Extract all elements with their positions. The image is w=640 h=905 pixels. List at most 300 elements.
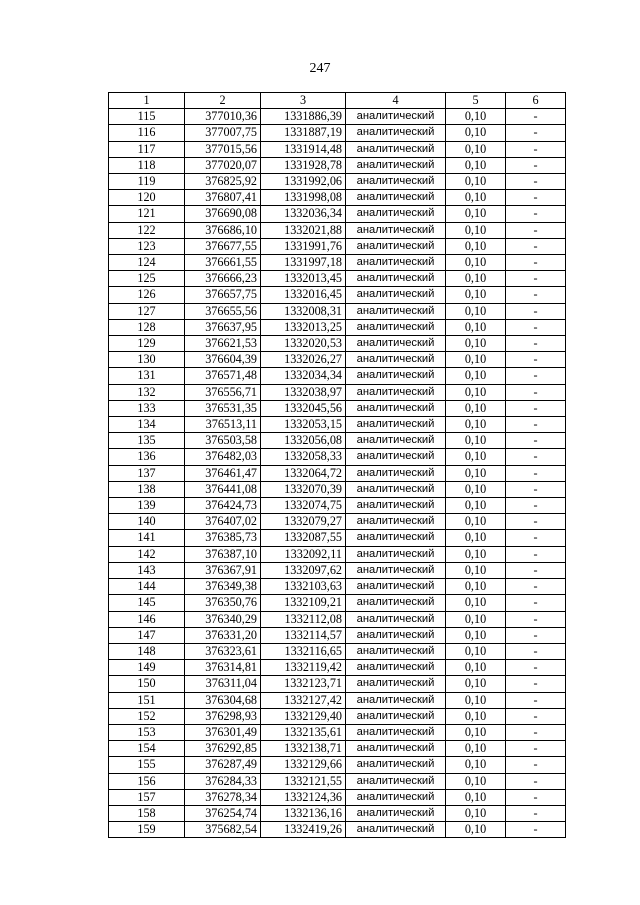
method-cell: аналитический (346, 643, 446, 659)
accuracy-cell: 0,10 (446, 352, 506, 368)
table-row (109, 773, 566, 789)
point-number-cell: 159 (109, 822, 185, 838)
extra-cell: - (506, 384, 566, 400)
point-number-cell: 116 (109, 125, 185, 141)
y-coordinate-cell: 1332079,27 (261, 514, 346, 530)
point-number-cell: 140 (109, 514, 185, 530)
y-coordinate-cell: 1331998,08 (261, 190, 346, 206)
accuracy-cell: 0,10 (446, 255, 506, 271)
table-row (109, 287, 566, 303)
extra-cell: - (506, 174, 566, 190)
y-coordinate-cell: 1331991,76 (261, 238, 346, 254)
table-row (109, 109, 566, 125)
y-coordinate-cell: 1332034,34 (261, 368, 346, 384)
point-number-cell: 155 (109, 757, 185, 773)
table-row (109, 433, 566, 449)
x-coordinate-cell: 377015,56 (185, 141, 261, 157)
extra-cell: - (506, 530, 566, 546)
x-coordinate-cell: 376304,68 (185, 692, 261, 708)
column-header: 3 (261, 93, 346, 109)
x-coordinate-cell: 376331,20 (185, 627, 261, 643)
y-coordinate-cell: 1332124,36 (261, 789, 346, 805)
accuracy-cell: 0,10 (446, 336, 506, 352)
accuracy-cell: 0,10 (446, 125, 506, 141)
table-row (109, 546, 566, 562)
y-coordinate-cell: 1332129,66 (261, 757, 346, 773)
point-number-cell: 145 (109, 595, 185, 611)
column-header: 2 (185, 93, 261, 109)
x-coordinate-cell: 377020,07 (185, 157, 261, 173)
accuracy-cell: 0,10 (446, 546, 506, 562)
page-number: 247 (309, 61, 331, 76)
method-cell: аналитический (346, 465, 446, 481)
table-row (109, 384, 566, 400)
accuracy-cell: 0,10 (446, 400, 506, 416)
point-number-cell: 156 (109, 773, 185, 789)
extra-cell: - (506, 352, 566, 368)
table-row (109, 741, 566, 757)
point-number-cell: 117 (109, 141, 185, 157)
method-cell: аналитический (346, 433, 446, 449)
table-row (109, 222, 566, 238)
method-cell: аналитический (346, 417, 446, 433)
method-cell: аналитический (346, 676, 446, 692)
y-coordinate-cell: 1332064,72 (261, 465, 346, 481)
extra-cell: - (506, 595, 566, 611)
extra-cell: - (506, 109, 566, 125)
table-row (109, 368, 566, 384)
point-number-cell: 153 (109, 724, 185, 740)
y-coordinate-cell: 1332058,33 (261, 449, 346, 465)
extra-cell: - (506, 465, 566, 481)
method-cell: аналитический (346, 757, 446, 773)
table-row (109, 157, 566, 173)
y-coordinate-cell: 1332138,71 (261, 741, 346, 757)
extra-cell: - (506, 514, 566, 530)
accuracy-cell: 0,10 (446, 789, 506, 805)
method-cell: аналитический (346, 805, 446, 821)
extra-cell: - (506, 789, 566, 805)
x-coordinate-cell: 376461,47 (185, 465, 261, 481)
method-cell: аналитический (346, 660, 446, 676)
accuracy-cell: 0,10 (446, 530, 506, 546)
accuracy-cell: 0,10 (446, 773, 506, 789)
method-cell: аналитический (346, 222, 446, 238)
accuracy-cell: 0,10 (446, 384, 506, 400)
y-coordinate-cell: 1331928,78 (261, 157, 346, 173)
point-number-cell: 121 (109, 206, 185, 222)
accuracy-cell: 0,10 (446, 562, 506, 578)
accuracy-cell: 0,10 (446, 498, 506, 514)
method-cell: аналитический (346, 498, 446, 514)
point-number-cell: 133 (109, 400, 185, 416)
table-row (109, 676, 566, 692)
x-coordinate-cell: 376482,03 (185, 449, 261, 465)
header-row (109, 93, 566, 109)
column-header: 6 (506, 93, 566, 109)
accuracy-cell: 0,10 (446, 109, 506, 125)
method-cell: аналитический (346, 822, 446, 838)
accuracy-cell: 0,10 (446, 481, 506, 497)
method-cell: аналитический (346, 352, 446, 368)
accuracy-cell: 0,10 (446, 449, 506, 465)
method-cell: аналитический (346, 400, 446, 416)
accuracy-cell: 0,10 (446, 465, 506, 481)
extra-cell: - (506, 708, 566, 724)
table-row (109, 141, 566, 157)
extra-cell: - (506, 206, 566, 222)
method-cell: аналитический (346, 303, 446, 319)
accuracy-cell: 0,10 (446, 708, 506, 724)
x-coordinate-cell: 376298,93 (185, 708, 261, 724)
accuracy-cell: 0,10 (446, 741, 506, 757)
y-coordinate-cell: 1332053,15 (261, 417, 346, 433)
y-coordinate-cell: 1332103,63 (261, 579, 346, 595)
y-coordinate-cell: 1332136,16 (261, 805, 346, 821)
y-coordinate-cell: 1331886,39 (261, 109, 346, 125)
extra-cell: - (506, 546, 566, 562)
accuracy-cell: 0,10 (446, 611, 506, 627)
extra-cell: - (506, 222, 566, 238)
point-number-cell: 150 (109, 676, 185, 692)
point-number-cell: 128 (109, 319, 185, 335)
accuracy-cell: 0,10 (446, 174, 506, 190)
table-row (109, 417, 566, 433)
extra-cell: - (506, 125, 566, 141)
accuracy-cell: 0,10 (446, 724, 506, 740)
table-row (109, 481, 566, 497)
method-cell: аналитический (346, 141, 446, 157)
accuracy-cell: 0,10 (446, 627, 506, 643)
table-header (109, 93, 566, 109)
point-number-cell: 143 (109, 562, 185, 578)
x-coordinate-cell: 376350,76 (185, 595, 261, 611)
table-row (109, 465, 566, 481)
y-coordinate-cell: 1331992,06 (261, 174, 346, 190)
method-cell: аналитический (346, 692, 446, 708)
accuracy-cell: 0,10 (446, 433, 506, 449)
extra-cell: - (506, 238, 566, 254)
point-number-cell: 157 (109, 789, 185, 805)
y-coordinate-cell: 1332116,65 (261, 643, 346, 659)
y-coordinate-cell: 1332045,56 (261, 400, 346, 416)
extra-cell: - (506, 255, 566, 271)
x-coordinate-cell: 376657,75 (185, 287, 261, 303)
table-row (109, 611, 566, 627)
y-coordinate-cell: 1331997,18 (261, 255, 346, 271)
point-number-cell: 124 (109, 255, 185, 271)
point-number-cell: 139 (109, 498, 185, 514)
point-number-cell: 148 (109, 643, 185, 659)
extra-cell: - (506, 190, 566, 206)
x-coordinate-cell: 376387,10 (185, 546, 261, 562)
method-cell: аналитический (346, 384, 446, 400)
accuracy-cell: 0,10 (446, 222, 506, 238)
x-coordinate-cell: 376287,49 (185, 757, 261, 773)
table-row (109, 255, 566, 271)
accuracy-cell: 0,10 (446, 319, 506, 335)
extra-cell: - (506, 141, 566, 157)
extra-cell: - (506, 336, 566, 352)
x-coordinate-cell: 376531,35 (185, 400, 261, 416)
y-coordinate-cell: 1332121,55 (261, 773, 346, 789)
y-coordinate-cell: 1332123,71 (261, 676, 346, 692)
method-cell: аналитический (346, 190, 446, 206)
point-number-cell: 152 (109, 708, 185, 724)
point-number-cell: 142 (109, 546, 185, 562)
point-number-cell: 146 (109, 611, 185, 627)
table-body (109, 109, 566, 838)
point-number-cell: 144 (109, 579, 185, 595)
method-cell: аналитический (346, 595, 446, 611)
method-cell: аналитический (346, 611, 446, 627)
method-cell: аналитический (346, 238, 446, 254)
table-row (109, 449, 566, 465)
table-row (109, 190, 566, 206)
extra-cell: - (506, 579, 566, 595)
x-coordinate-cell: 376441,08 (185, 481, 261, 497)
table-row (109, 174, 566, 190)
x-coordinate-cell: 376513,11 (185, 417, 261, 433)
method-cell: аналитический (346, 109, 446, 125)
y-coordinate-cell: 1332038,97 (261, 384, 346, 400)
extra-cell: - (506, 368, 566, 384)
y-coordinate-cell: 1332114,57 (261, 627, 346, 643)
extra-cell: - (506, 449, 566, 465)
accuracy-cell: 0,10 (446, 676, 506, 692)
y-coordinate-cell: 1332087,55 (261, 530, 346, 546)
x-coordinate-cell: 376340,29 (185, 611, 261, 627)
extra-cell: - (506, 157, 566, 173)
extra-cell: - (506, 400, 566, 416)
method-cell: аналитический (346, 514, 446, 530)
coordinates-table (108, 92, 566, 838)
table-row (109, 805, 566, 821)
column-header: 5 (446, 93, 506, 109)
method-cell: аналитический (346, 125, 446, 141)
method-cell: аналитический (346, 255, 446, 271)
extra-cell: - (506, 660, 566, 676)
method-cell: аналитический (346, 579, 446, 595)
extra-cell: - (506, 611, 566, 627)
table-row (109, 498, 566, 514)
method-cell: аналитический (346, 562, 446, 578)
y-coordinate-cell: 1332135,61 (261, 724, 346, 740)
x-coordinate-cell: 375682,54 (185, 822, 261, 838)
accuracy-cell: 0,10 (446, 643, 506, 659)
extra-cell: - (506, 303, 566, 319)
point-number-cell: 141 (109, 530, 185, 546)
y-coordinate-cell: 1332016,45 (261, 287, 346, 303)
method-cell: аналитический (346, 287, 446, 303)
y-coordinate-cell: 1332020,53 (261, 336, 346, 352)
point-number-cell: 126 (109, 287, 185, 303)
x-coordinate-cell: 376254,74 (185, 805, 261, 821)
method-cell: аналитический (346, 449, 446, 465)
table-row (109, 579, 566, 595)
method-cell: аналитический (346, 206, 446, 222)
x-coordinate-cell: 377007,75 (185, 125, 261, 141)
method-cell: аналитический (346, 319, 446, 335)
table-row (109, 724, 566, 740)
extra-cell: - (506, 417, 566, 433)
y-coordinate-cell: 1332097,62 (261, 562, 346, 578)
y-coordinate-cell: 1331887,19 (261, 125, 346, 141)
point-number-cell: 154 (109, 741, 185, 757)
x-coordinate-cell: 376424,73 (185, 498, 261, 514)
y-coordinate-cell: 1332036,34 (261, 206, 346, 222)
y-coordinate-cell: 1332008,31 (261, 303, 346, 319)
method-cell: аналитический (346, 724, 446, 740)
y-coordinate-cell: 1332127,42 (261, 692, 346, 708)
accuracy-cell: 0,10 (446, 287, 506, 303)
extra-cell: - (506, 676, 566, 692)
x-coordinate-cell: 376503,58 (185, 433, 261, 449)
point-number-cell: 134 (109, 417, 185, 433)
y-coordinate-cell: 1332013,45 (261, 271, 346, 287)
extra-cell: - (506, 757, 566, 773)
method-cell: аналитический (346, 157, 446, 173)
accuracy-cell: 0,10 (446, 141, 506, 157)
method-cell: аналитический (346, 530, 446, 546)
x-coordinate-cell: 376556,71 (185, 384, 261, 400)
table-row (109, 708, 566, 724)
point-number-cell: 132 (109, 384, 185, 400)
x-coordinate-cell: 376637,95 (185, 319, 261, 335)
point-number-cell: 118 (109, 157, 185, 173)
x-coordinate-cell: 376655,56 (185, 303, 261, 319)
accuracy-cell: 0,10 (446, 579, 506, 595)
x-coordinate-cell: 376807,41 (185, 190, 261, 206)
table-row (109, 822, 566, 838)
x-coordinate-cell: 376690,08 (185, 206, 261, 222)
accuracy-cell: 0,10 (446, 238, 506, 254)
x-coordinate-cell: 376278,34 (185, 789, 261, 805)
method-cell: аналитический (346, 336, 446, 352)
extra-cell: - (506, 498, 566, 514)
accuracy-cell: 0,10 (446, 692, 506, 708)
y-coordinate-cell: 1332056,08 (261, 433, 346, 449)
table-row (109, 757, 566, 773)
point-number-cell: 149 (109, 660, 185, 676)
accuracy-cell: 0,10 (446, 271, 506, 287)
extra-cell: - (506, 562, 566, 578)
accuracy-cell: 0,10 (446, 206, 506, 222)
extra-cell: - (506, 805, 566, 821)
accuracy-cell: 0,10 (446, 303, 506, 319)
point-number-cell: 151 (109, 692, 185, 708)
table-row (109, 238, 566, 254)
method-cell: аналитический (346, 174, 446, 190)
x-coordinate-cell: 376292,85 (185, 741, 261, 757)
x-coordinate-cell: 376621,53 (185, 336, 261, 352)
extra-cell: - (506, 287, 566, 303)
point-number-cell: 122 (109, 222, 185, 238)
accuracy-cell: 0,10 (446, 157, 506, 173)
accuracy-cell: 0,10 (446, 822, 506, 838)
y-coordinate-cell: 1332129,40 (261, 708, 346, 724)
table-row (109, 530, 566, 546)
method-cell: аналитический (346, 741, 446, 757)
x-coordinate-cell: 377010,36 (185, 109, 261, 125)
extra-cell: - (506, 822, 566, 838)
table-row (109, 514, 566, 530)
y-coordinate-cell: 1332074,75 (261, 498, 346, 514)
method-cell: аналитический (346, 546, 446, 562)
method-cell: аналитический (346, 789, 446, 805)
extra-cell: - (506, 481, 566, 497)
accuracy-cell: 0,10 (446, 368, 506, 384)
point-number-cell: 135 (109, 433, 185, 449)
x-coordinate-cell: 376311,04 (185, 676, 261, 692)
accuracy-cell: 0,10 (446, 417, 506, 433)
extra-cell: - (506, 271, 566, 287)
point-number-cell: 138 (109, 481, 185, 497)
point-number-cell: 120 (109, 190, 185, 206)
extra-cell: - (506, 627, 566, 643)
accuracy-cell: 0,10 (446, 757, 506, 773)
point-number-cell: 115 (109, 109, 185, 125)
x-coordinate-cell: 376323,61 (185, 643, 261, 659)
point-number-cell: 147 (109, 627, 185, 643)
method-cell: аналитический (346, 368, 446, 384)
point-number-cell: 127 (109, 303, 185, 319)
point-number-cell: 131 (109, 368, 185, 384)
point-number-cell: 136 (109, 449, 185, 465)
x-coordinate-cell: 376385,73 (185, 530, 261, 546)
x-coordinate-cell: 376604,39 (185, 352, 261, 368)
column-header: 4 (346, 93, 446, 109)
point-number-cell: 119 (109, 174, 185, 190)
y-coordinate-cell: 1332112,08 (261, 611, 346, 627)
y-coordinate-cell: 1332119,42 (261, 660, 346, 676)
accuracy-cell: 0,10 (446, 660, 506, 676)
table-row (109, 643, 566, 659)
y-coordinate-cell: 1332092,11 (261, 546, 346, 562)
method-cell: аналитический (346, 773, 446, 789)
y-coordinate-cell: 1331914,48 (261, 141, 346, 157)
table-row (109, 562, 566, 578)
table-row (109, 400, 566, 416)
extra-cell: - (506, 643, 566, 659)
point-number-cell: 137 (109, 465, 185, 481)
table-row (109, 319, 566, 335)
x-coordinate-cell: 376571,48 (185, 368, 261, 384)
y-coordinate-cell: 1332021,88 (261, 222, 346, 238)
accuracy-cell: 0,10 (446, 514, 506, 530)
accuracy-cell: 0,10 (446, 805, 506, 821)
extra-cell: - (506, 741, 566, 757)
table-row (109, 352, 566, 368)
x-coordinate-cell: 376686,10 (185, 222, 261, 238)
x-coordinate-cell: 376284,33 (185, 773, 261, 789)
y-coordinate-cell: 1332109,21 (261, 595, 346, 611)
method-cell: аналитический (346, 708, 446, 724)
x-coordinate-cell: 376314,81 (185, 660, 261, 676)
point-number-cell: 123 (109, 238, 185, 254)
y-coordinate-cell: 1332419,26 (261, 822, 346, 838)
y-coordinate-cell: 1332026,27 (261, 352, 346, 368)
y-coordinate-cell: 1332070,39 (261, 481, 346, 497)
point-number-cell: 129 (109, 336, 185, 352)
table-row (109, 206, 566, 222)
y-coordinate-cell: 1332013,25 (261, 319, 346, 335)
column-header: 1 (109, 93, 185, 109)
table-row (109, 303, 566, 319)
x-coordinate-cell: 376367,91 (185, 562, 261, 578)
table-row (109, 627, 566, 643)
table-row (109, 789, 566, 805)
